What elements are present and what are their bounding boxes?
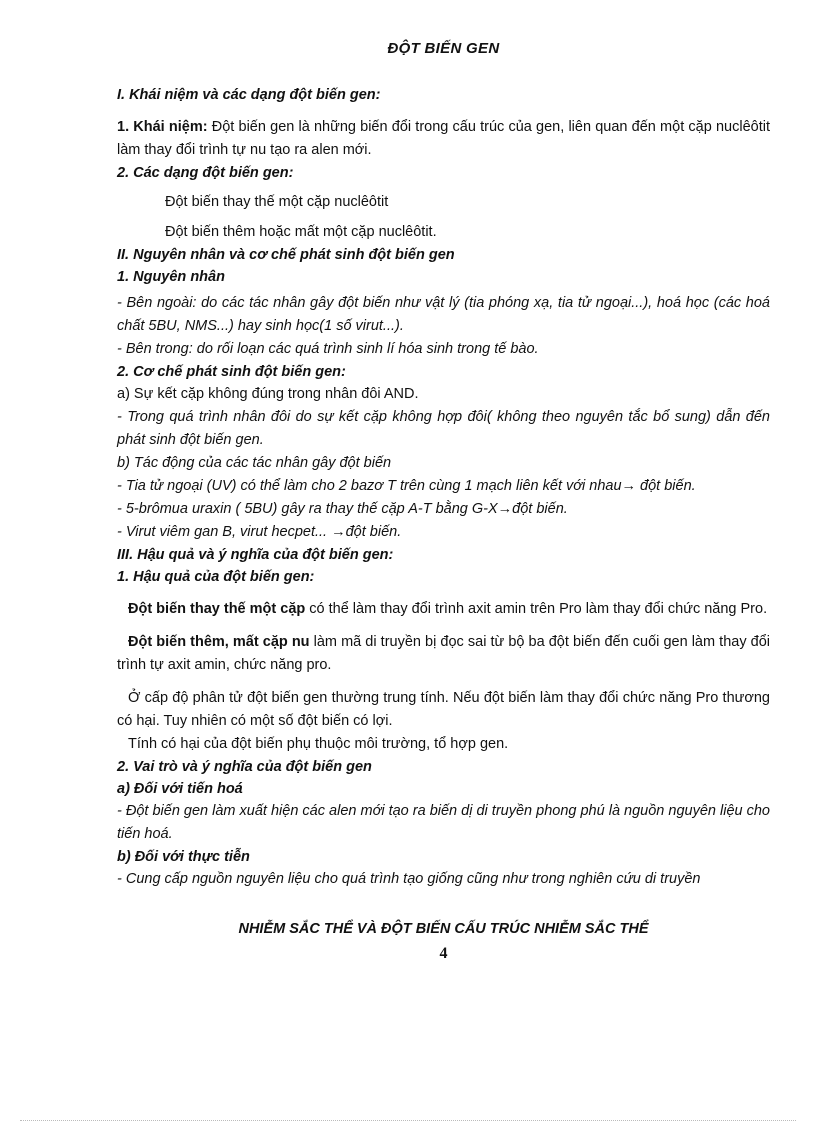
document-page [117, 40, 770, 963]
mutation-type-substitution: Đột biến thay thế một cặp nuclêôtit [165, 194, 389, 210]
mechanism-b-label: b) Tác động của các tác nhân gây đột biến [117, 455, 392, 471]
consequence-substitution-text: có thể làm thay đổi trình axit amin trên Pro làm thay đổi chức năng Pro. [305, 601, 768, 617]
document-title: ĐỘT BIẾN GEN [387, 40, 500, 57]
mechanism-a-label: a) Sự kết cặp không đúng trong nhân đôi AND. [117, 386, 419, 402]
harmfulness-paragraph: Tính có hại của đột biến phụ thuộc môi trường, tổ hợp gen. [128, 736, 509, 752]
mechanism-b-5bu-text: - 5-brômua uraxin ( 5BU) gây ra thay thế cặp A-T bằng G-X→đột biến. [117, 501, 568, 517]
consequences-heading: 1. Hậu quả của đột biến gen: [117, 569, 315, 585]
mechanism-b-virus-text: - Virut viêm gan B, virut hecpet... →đột biến. [117, 524, 402, 540]
molecular-level-paragraph: Ở cấp độ phân tử đột biến gen thường trung tính. Nếu đột biến làm thay đổi chức năng Pro thương có hại. Tuy nhiên có một số đột biến có lợi. [117, 690, 770, 729]
internal-causes-text: - Bên trong: do rối loạn các quá trình sinh lí hóa sinh trong tế bào. [117, 341, 539, 357]
consequence-insertion-text: làm mã di truyền bị đọc sai từ bộ ba đột biến đến cuối gen làm thay đổi trình tự axit amin, chức năng pro. [117, 634, 771, 673]
mechanism-a-text: - Trong quá trình nhân đôi do sự kết cặp không hợp đôi( không theo nguyên tắc bổ sung) dẫn đến phát sinh đột biến gen. [117, 409, 770, 448]
role-significance-heading: 2. Vai trò và ý nghĩa của đột biến gen [117, 759, 372, 775]
evolution-heading: a) Đối với tiến hoá [117, 781, 243, 797]
next-chapter-title: NHIỄM SẮC THỂ VÀ ĐỘT BIẾN CẤU TRÚC NHIỄM SẮC THỂ [238, 921, 649, 937]
section-2-heading: II. Nguyên nhân và cơ chế phát sinh đột biến gen [117, 247, 455, 263]
page-number: 4 [439, 945, 448, 962]
mutation-types-heading: 2. Các dạng đột biến gen: [117, 165, 294, 181]
definition-label: 1. Khái niệm: [117, 119, 208, 135]
definition-paragraph [117, 116, 770, 162]
consequence-substitution-paragraph [117, 598, 770, 621]
evolution-text: - Đột biến gen làm xuất hiện các alen mới tạo ra biến dị di truyền phong phú là nguồn nguyên liệu cho tiến hoá. [117, 803, 770, 842]
page-bottom-divider [20, 1120, 796, 1121]
causes-heading: 1. Nguyên nhân [117, 269, 225, 285]
section-1-heading: I. Khái niệm và các dạng đột biến gen: [117, 87, 381, 103]
practice-text: - Cung cấp nguồn nguyên liệu cho quá trình tạo giống cũng như trong nghiên cứu di truyền [117, 871, 701, 887]
practice-heading: b) Đối với thực tiễn [117, 849, 250, 865]
definition-text: Đột biến gen là những biến đổi trong cấu trúc của gen, liên quan đến một cặp nuclêôtit làm thay đổi trình tự nu tạo ra alen mới. [117, 119, 770, 158]
consequence-insertion-paragraph [117, 631, 770, 677]
external-causes-text: - Bên ngoài: do các tác nhân gây đột biến như vật lý (tia phóng xạ, tia tử ngoại...), hoá học (các hoá chất 5BU, NMS...) hay sinh học(1 số virut...). [117, 295, 770, 334]
mechanism-heading: 2. Cơ chế phát sinh đột biến gen: [117, 364, 346, 380]
consequence-insertion-label: Đột biến thêm, mất cặp nu [128, 634, 310, 650]
section-3-heading: III. Hậu quả và ý nghĩa của đột biến gen: [117, 547, 394, 563]
mutation-type-insertion-deletion: Đột biến thêm hoặc mất một cặp nuclêôtit. [165, 224, 437, 240]
mechanism-b-uv-text: - Tia tử ngoại (UV) có thể làm cho 2 bazơ T trên cùng 1 mạch liên kết với nhau→ đột biến. [117, 478, 696, 494]
consequence-substitution-label: Đột biến thay thế một cặp [128, 601, 306, 617]
